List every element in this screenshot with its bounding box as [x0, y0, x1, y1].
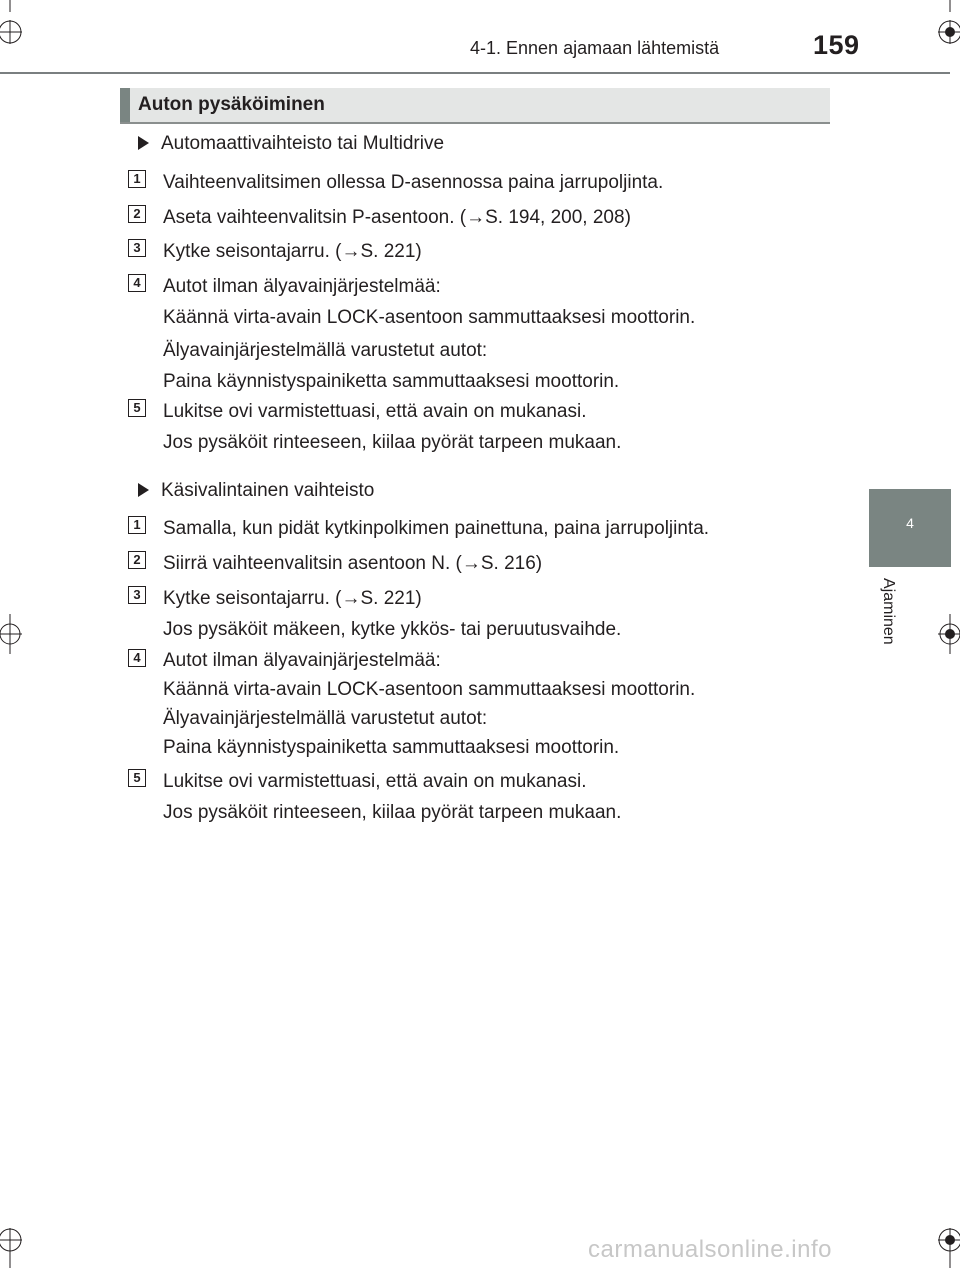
step-line: Älyavainjärjestelmällä varustetut autot: [163, 340, 488, 361]
triangle-bullet-icon [138, 483, 149, 497]
step-extra [163, 335, 619, 397]
page-title: Auton pysäköiminen [138, 94, 325, 115]
step-line: Lukitse ovi varmistettuasi, että avain on mukanasi. [163, 401, 587, 422]
step-line: Samalla, kun pidät kytkinpolkimen painettuna, paina jarrupoljinta. [163, 518, 710, 539]
step-number: 4 [128, 649, 146, 667]
step-number: 3 [128, 586, 146, 604]
chapter-number: 4 [906, 515, 914, 531]
step-line: Jos pysäköit rinteeseen, kiilaa pyörät tarpeen mukaan. [163, 432, 622, 453]
step-number: 1 [128, 516, 146, 534]
chapter-label-text: Ajaminen [880, 578, 897, 645]
step-line: Paina käynnistyspainiketta sammuttaaksesi moottorin. [163, 371, 620, 392]
step-line: Paina käynnistyspainiketta sammuttaaksesi moottorin. [163, 737, 620, 758]
header-section-title: 4-1. Ennen ajamaan lähtemistä [470, 38, 720, 58]
subheading-manual [138, 480, 374, 502]
step-line: Autot ilman älyavainjärjestelmää: [163, 276, 441, 297]
subheading-text: Automaattivaihteisto tai Multidrive [161, 133, 445, 154]
header-rule [0, 72, 950, 74]
page-number: 159 [813, 30, 860, 60]
step-line: Käännä virta-avain LOCK-asentoon sammuttaaksesi moottorin. [163, 679, 696, 700]
watermark: carmanualsonline.info [588, 1236, 832, 1263]
step-line: Käännä virta-avain LOCK-asentoon sammuttaaksesi moottorin. [163, 307, 696, 328]
triangle-bullet-icon [138, 136, 149, 150]
section-title-bar [120, 88, 830, 124]
chapter-label [877, 578, 897, 668]
step-number: 2 [128, 551, 146, 569]
step-number: 4 [128, 274, 146, 292]
step-number: 3 [128, 239, 146, 257]
step-line: Autot ilman älyavainjärjestelmää: [163, 650, 441, 671]
subheading-text: Käsivalintainen vaihteisto [161, 480, 375, 501]
title-accent [120, 88, 130, 122]
step-line: Kytke seisontajarru. (→S. 221) [163, 241, 422, 262]
step-line: Älyavainjärjestelmällä varustetut autot: [163, 708, 488, 729]
step-number: 5 [128, 769, 146, 787]
step-number: 1 [128, 170, 146, 188]
step-line: Jos pysäköit mäkeen, kytke ykkös- tai peruutusvaihde. [163, 619, 622, 640]
step-line: Kytke seisontajarru. (→S. 221) [163, 588, 422, 609]
step-line: Jos pysäköit rinteeseen, kiilaa pyörät tarpeen mukaan. [163, 802, 622, 823]
step-line: Aseta vaihteenvalitsin P-asentoon. (→S. 194, 200, 208) [163, 207, 631, 228]
subheading-automatic [138, 133, 444, 155]
step-number: 5 [128, 399, 146, 417]
step-line: Siirrä vaihteenvalitsin asentoon N. (→S. 216) [163, 553, 543, 574]
step-number: 2 [128, 205, 146, 223]
chapter-tab [869, 489, 951, 567]
step-line: Lukitse ovi varmistettuasi, että avain on mukanasi. [163, 771, 587, 792]
step-line: Vaihteenvalitsimen ollessa D-asennossa paina jarrupoljinta. [163, 172, 664, 193]
